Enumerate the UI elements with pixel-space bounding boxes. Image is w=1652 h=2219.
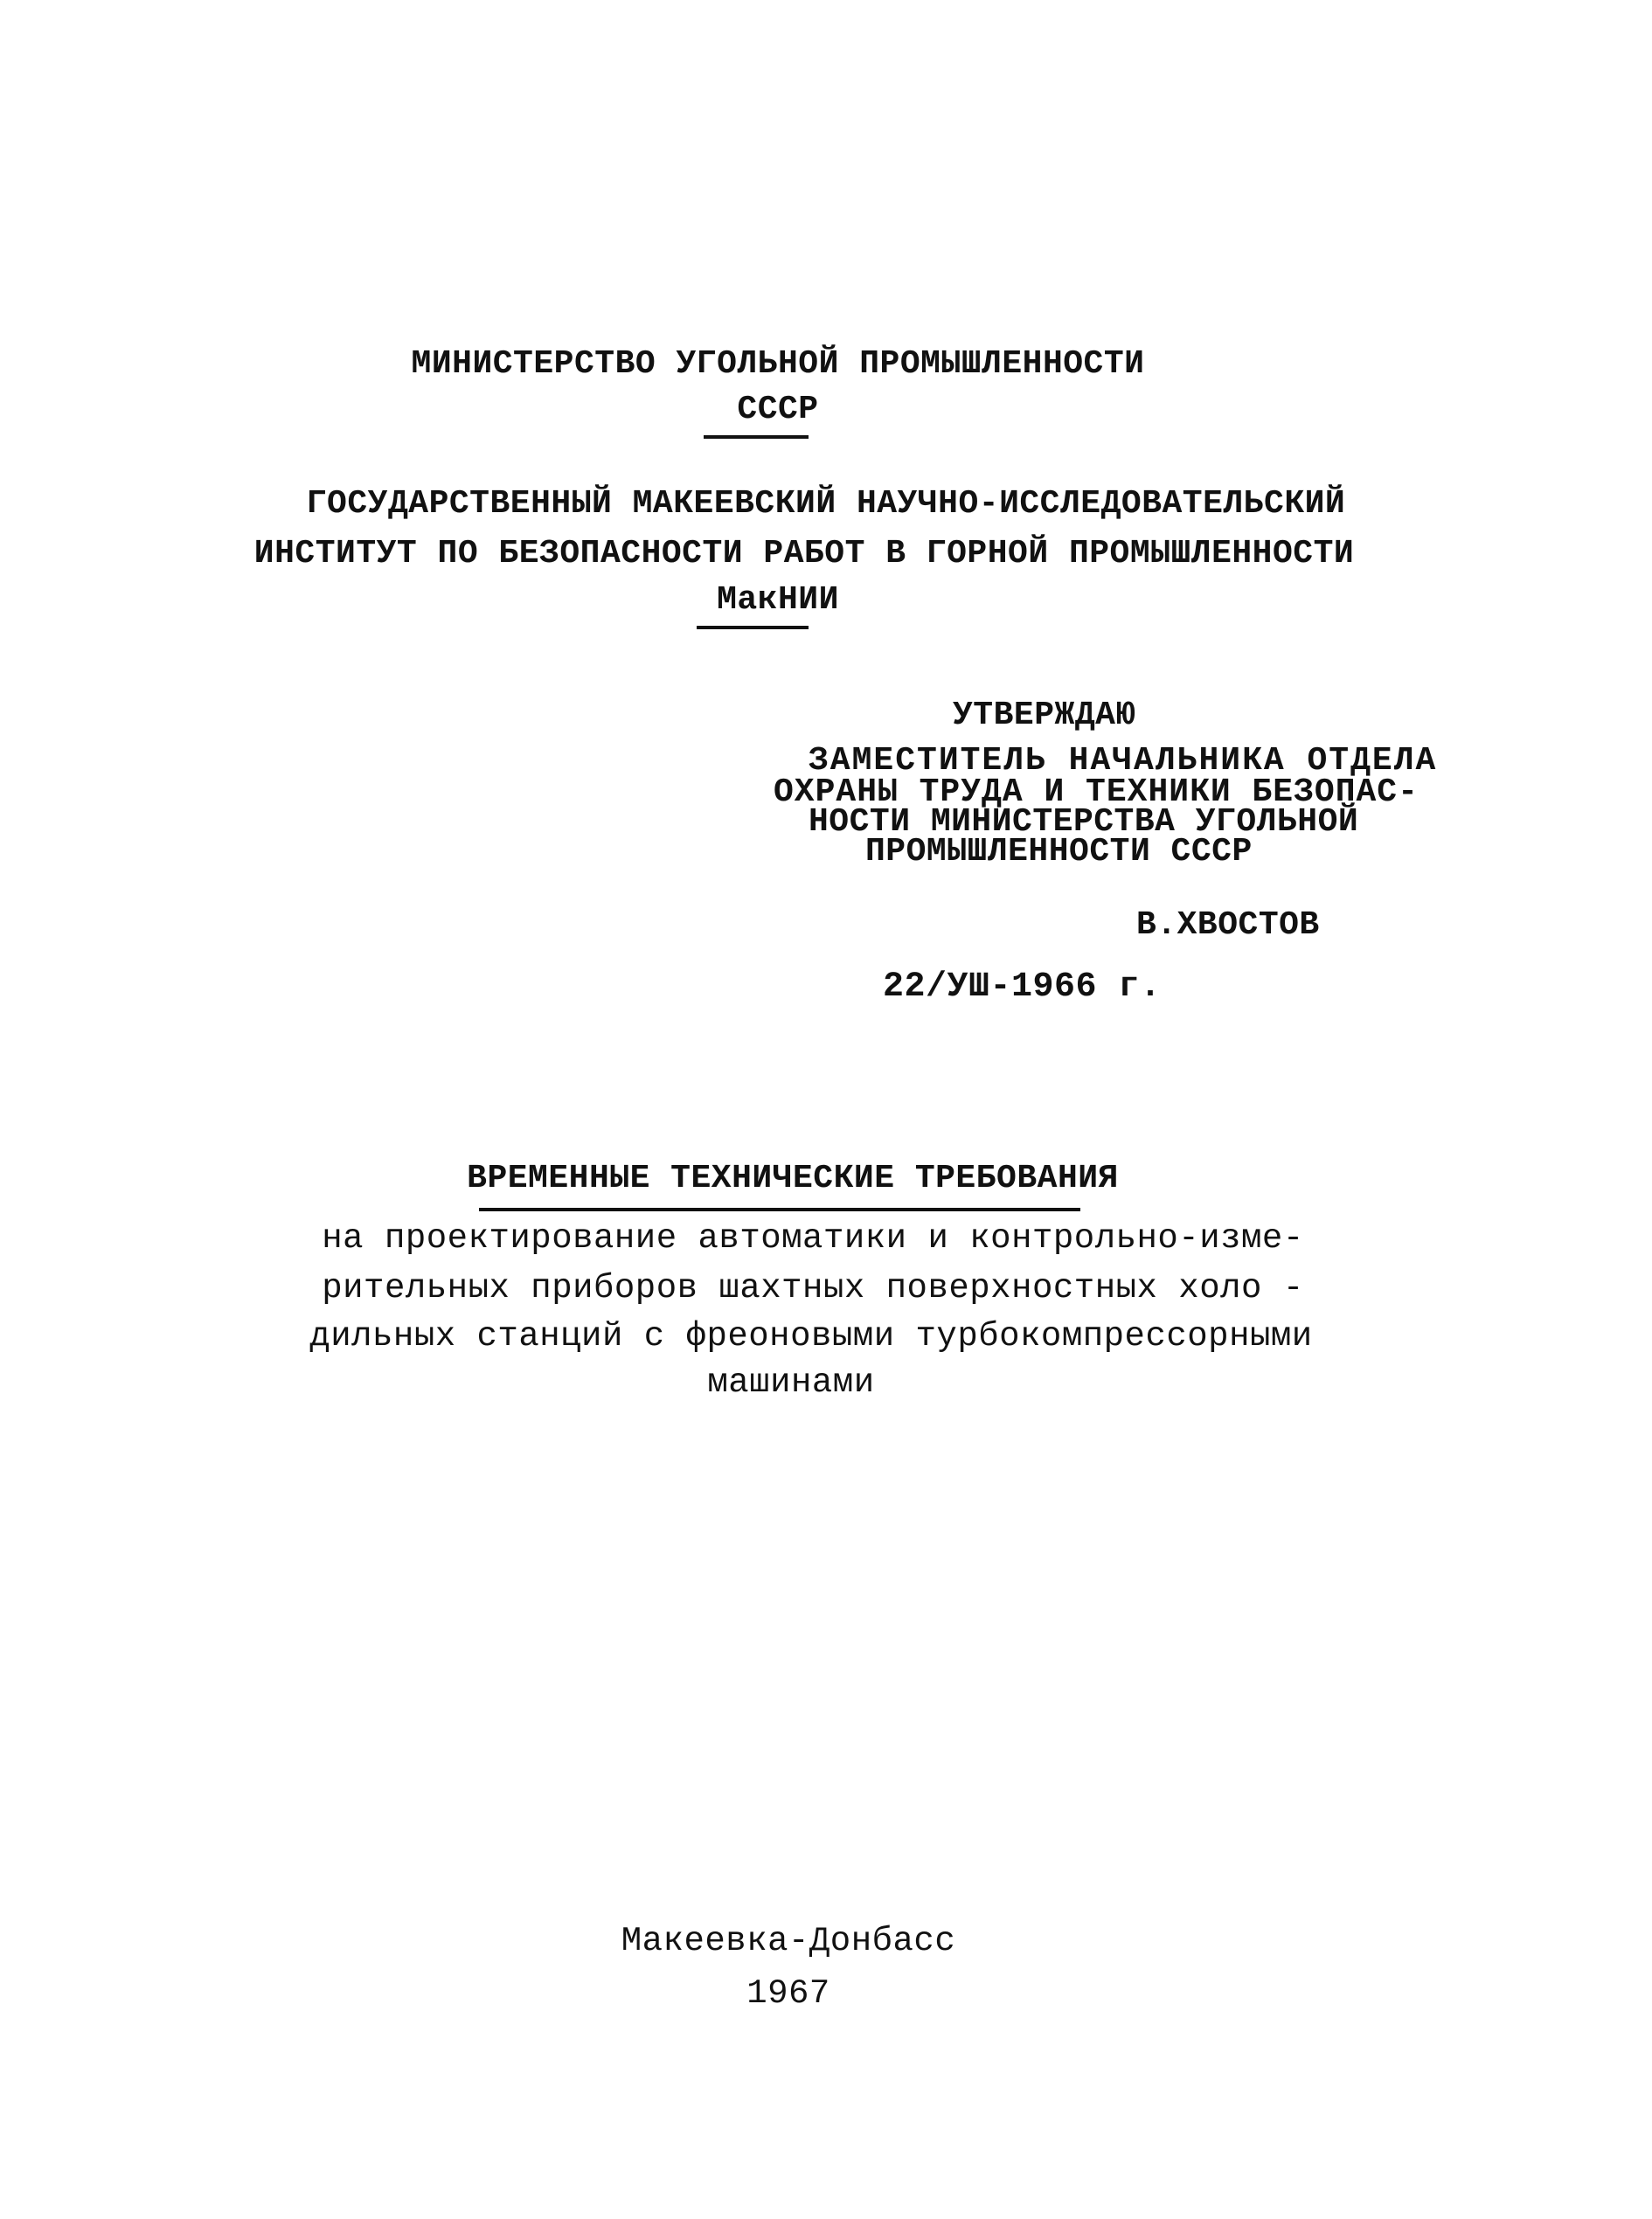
institute-name-line2: ИНСТИТУТ ПО БЕЗОПАСНОСТИ РАБОТ В ГОРНОЙ ПРОМЫШЛЕННОСТИ xyxy=(253,535,1355,572)
publication-place: Макеевка-Донбасс xyxy=(621,1922,956,1960)
institute-underline xyxy=(697,626,809,629)
approval-heading: УТВЕРЖДАЮ xyxy=(953,697,1136,734)
ministry-underline xyxy=(704,435,809,439)
title-underline xyxy=(479,1208,1080,1211)
subtitle-line3: дильных станций с фреоновыми турбокомпрессорными xyxy=(309,1317,1313,1356)
ministry-country: СССР xyxy=(737,391,819,428)
institute-name-line1: ГОСУДАРСТВЕННЫЙ МАКЕЕВСКИЙ НАУЧНО-ИССЛЕДОВАТЕЛЬСКИЙ xyxy=(306,485,1346,523)
ministry-name: МИНИСТЕРСТВО УГОЛЬНОЙ ПРОМЫШЛЕННОСТИ xyxy=(411,345,1145,383)
subtitle-line1: на проектирование автоматики и контрольно-изме- xyxy=(322,1219,1304,1258)
approval-position-line3: НОСТИ МИНИСТЕРСТВА УГОЛЬНОЙ xyxy=(809,803,1359,841)
approval-position-line1: ЗАМЕСТИТЕЛЬ НАЧАЛЬНИКА ОТДЕЛА xyxy=(809,742,1438,780)
approval-signatory: В.ХВОСТОВ xyxy=(1136,906,1320,944)
subtitle-line4: машинами xyxy=(707,1363,875,1402)
institute-abbr: МакНИИ xyxy=(717,581,839,619)
publication-year: 1967 xyxy=(746,1974,830,2013)
approval-position-line4: ПРОМЫШЛЕННОСТИ СССР xyxy=(865,833,1253,870)
approval-position-line2: ОХРАНЫ ТРУДА И ТЕХНИКИ БЕЗОПАС- xyxy=(774,773,1419,811)
approval-date: 22/УШ-1966 г. xyxy=(883,967,1162,1007)
document-title: ВРЕМЕННЫЕ ТЕХНИЧЕСКИЕ ТРЕБОВАНИЯ xyxy=(467,1160,1119,1197)
subtitle-line2: рительных приборов шахтных поверхностных холо - xyxy=(322,1269,1304,1307)
